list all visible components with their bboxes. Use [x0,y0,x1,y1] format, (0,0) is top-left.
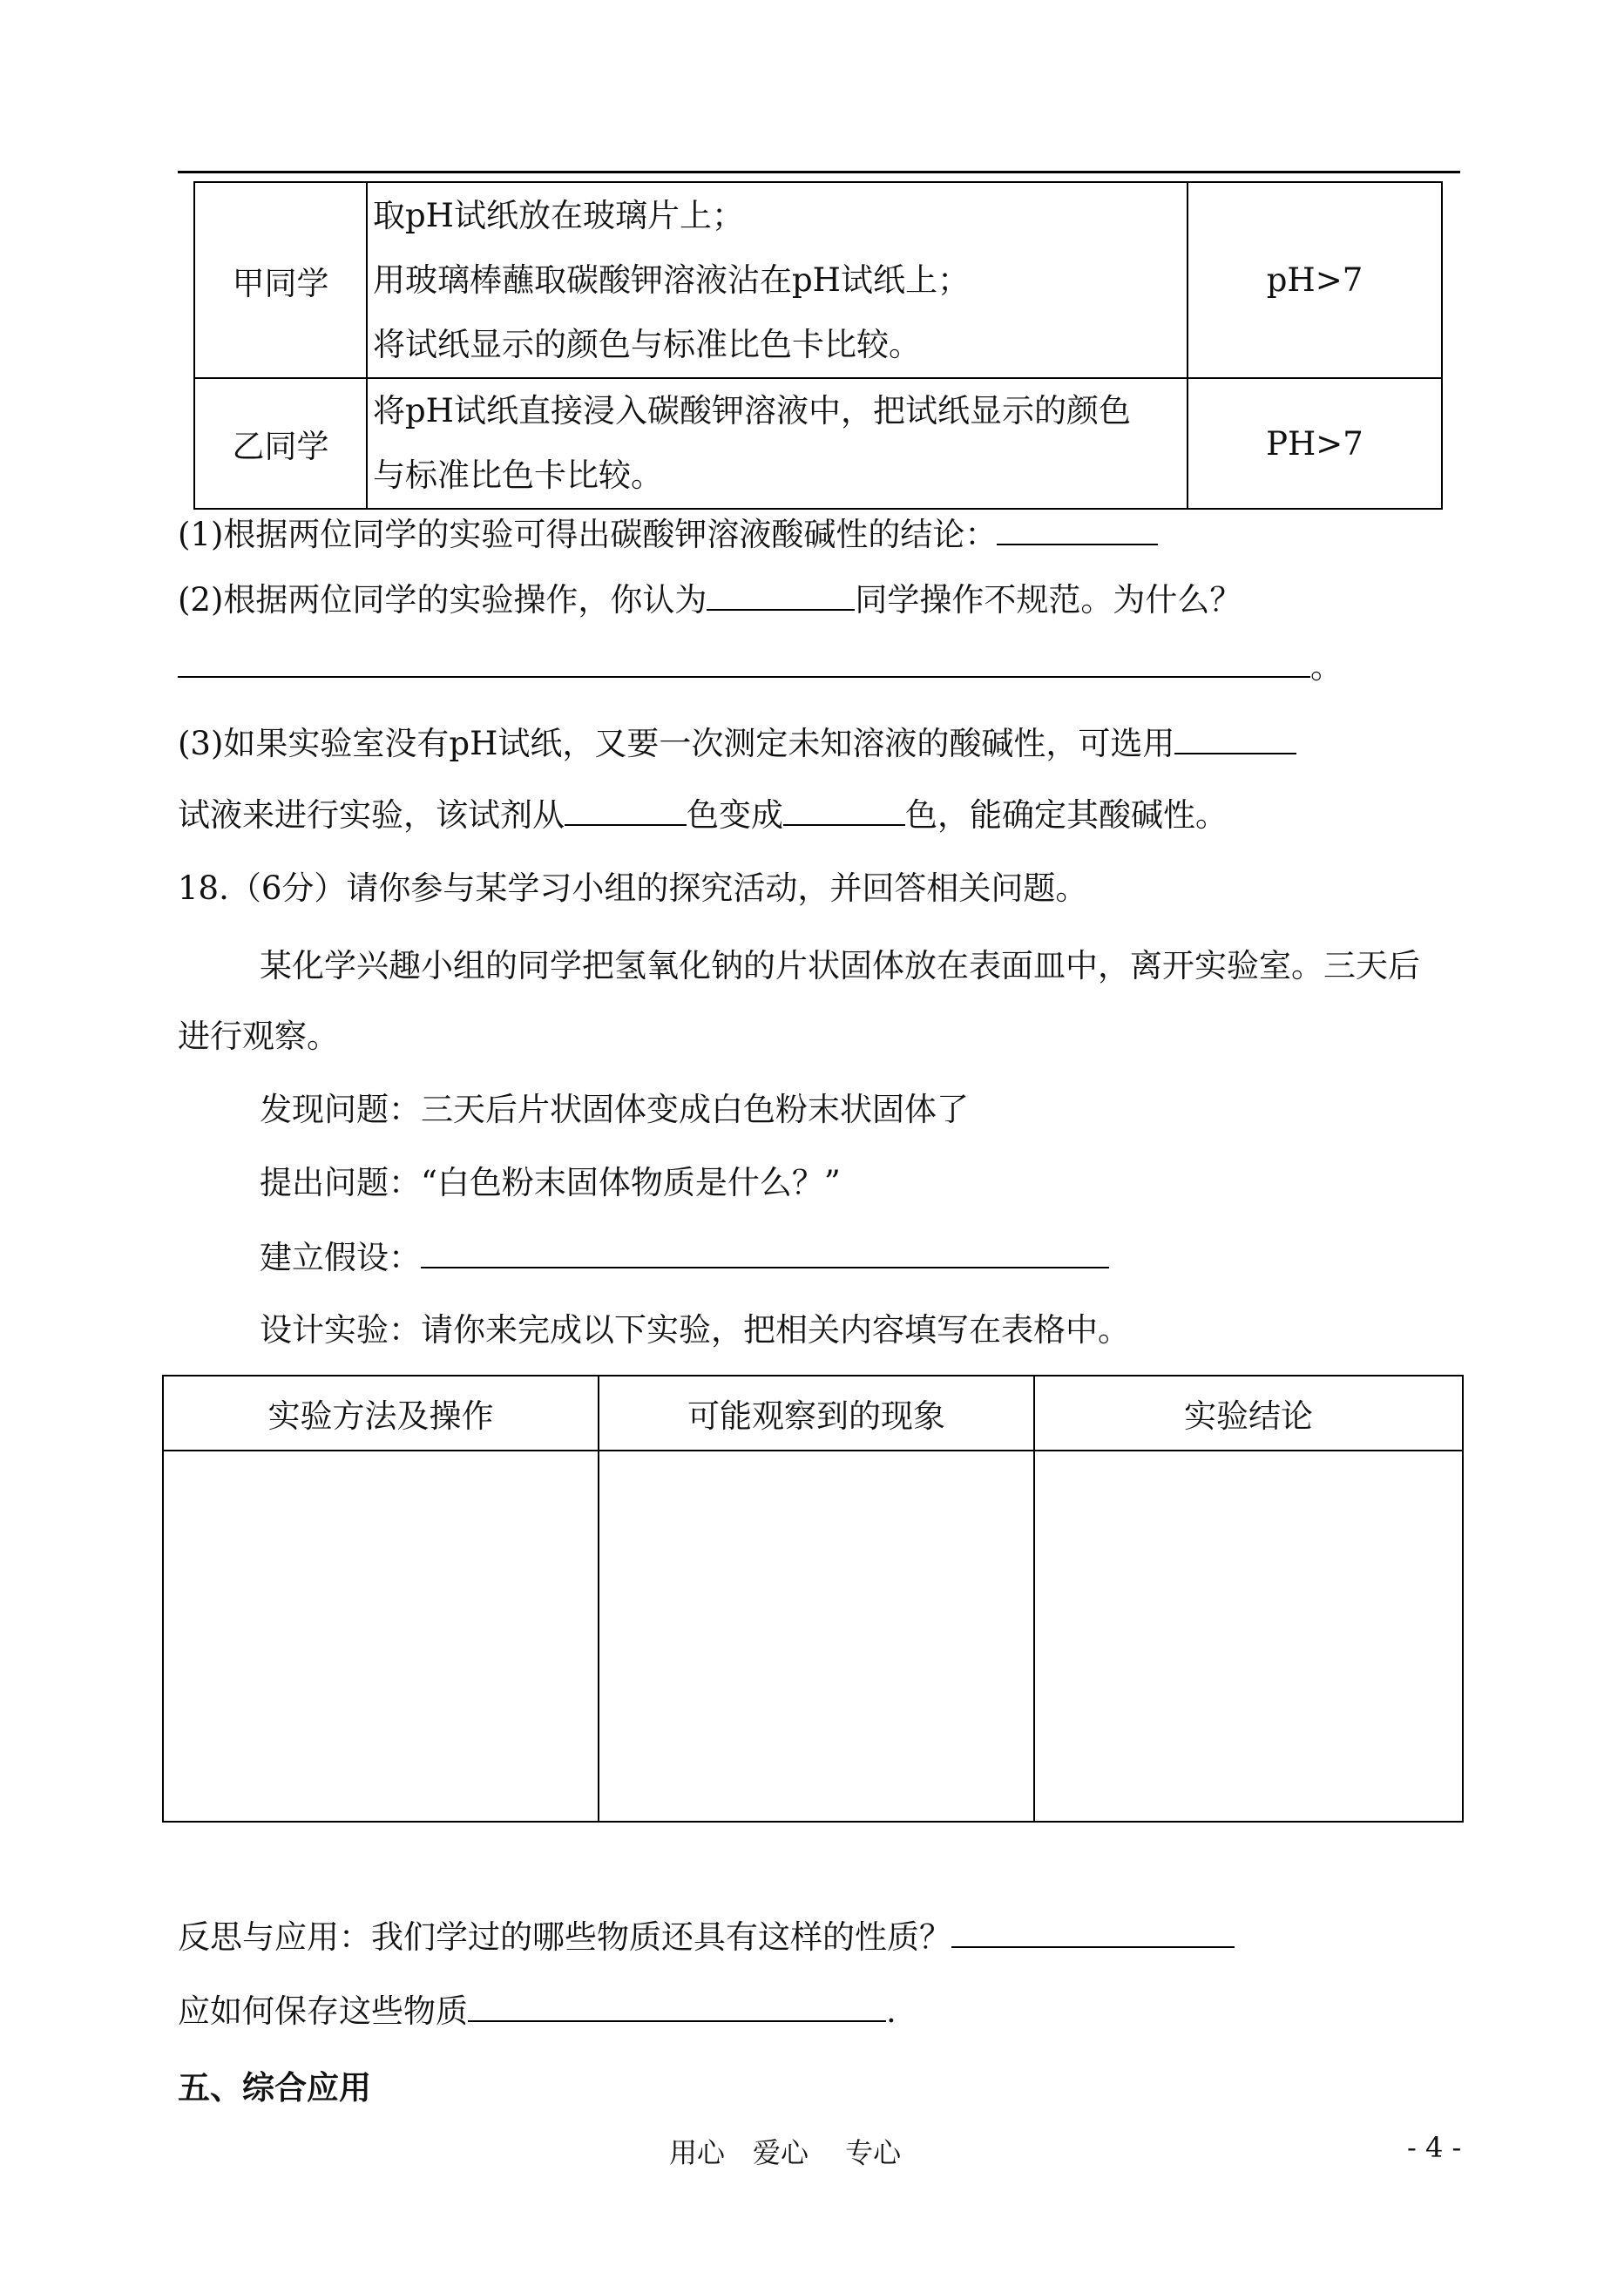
q18-paragraph-cont: 进行观察。 [178,1018,339,1055]
question-2-reason [178,646,1343,687]
q18-paragraph: 某化学兴趣小组的同学把氢氧化钠的片状固体放在表面皿中，离开实验室。三天后 [260,947,1420,984]
answer-blank[interactable] [468,1991,886,2022]
section-heading: 五、综合应用 [178,2068,371,2107]
question-3-text: (3)如果实验室没有pH试纸，又要一次测定未知溶液的酸碱性，可选用 [178,725,1175,762]
table-row [194,378,1442,509]
answer-cell[interactable] [163,1451,599,1822]
question-2-text-b: 同学操作不规范。为什么？ [855,581,1242,619]
procedure-step: 用玻璃棒蘸取碳酸钾溶液沾在pH试纸上； [373,260,970,299]
question-3 [178,723,1296,763]
q18-reflect [178,1917,1235,1957]
student-name: 甲同学 [194,182,367,378]
question-3-text-d: 色，能确定其酸碱性。 [905,796,1228,834]
result-cell: PH>7 [1188,378,1442,509]
store-text: 应如何保存这些物质 [178,1992,468,2030]
header-rule [178,171,1460,173]
question-1 [178,514,1158,554]
q18-discover: 发现问题：三天后片状固体变成白色粉末状固体了 [260,1091,969,1128]
table-row [194,182,1442,378]
answer-blank[interactable] [1174,723,1296,754]
question-3-text-c: 色变成 [687,796,783,834]
procedure-step: 将试纸显示的颜色与标准比色卡比较。 [373,325,921,363]
answer-blank[interactable] [951,1917,1235,1948]
experiment-table [162,1375,1464,1823]
punctuation: 。 [1310,648,1343,686]
student-name: 乙同学 [194,378,367,509]
hypothesis-label: 建立假设： [260,1239,421,1276]
question-3-cont [178,795,1228,835]
answer-blank[interactable] [997,514,1158,545]
result-cell: pH>7 [1188,182,1442,378]
table-row [163,1451,1463,1822]
column-header: 实验方法及操作 [163,1376,599,1451]
procedure-step: 与标准比色卡比较。 [373,457,663,494]
column-header: 可能观察到的现象 [599,1376,1034,1451]
footer-motto: 用心 爱心 专心 [669,2136,902,2169]
table-header-row [163,1376,1463,1451]
page-number: - 4 - [1407,2131,1462,2164]
q18-store [178,1991,897,2031]
answer-cell[interactable] [1034,1451,1463,1822]
q18-design: 设计实验：请你来完成以下实验，把相关内容填写在表格中。 [260,1311,1130,1349]
punctuation: . [886,1992,897,2030]
procedure-step: 取pH试纸放在玻璃片上； [373,196,744,234]
q18-question: 提出问题：“白色粉末固体物质是什么？” [260,1164,841,1201]
question-3-text-b: 试液来进行实验，该试剂从 [178,796,565,834]
answer-blank[interactable] [421,1237,1109,1268]
procedure-cell [367,182,1188,378]
question-2 [178,579,1242,619]
reflect-text: 反思与应用：我们学过的哪些物质还具有这样的性质？ [178,1918,951,1956]
answer-blank[interactable] [565,795,687,826]
question-1-text: (1)根据两位同学的实验可得出碳酸钾溶液酸碱性的结论： [178,516,998,553]
procedure-step: 将pH试纸直接浸入碳酸钾溶液中，把试纸显示的颜色 [373,392,1131,430]
q18-hypothesis [260,1237,1109,1277]
ph-test-table [193,181,1443,510]
answer-cell[interactable] [599,1451,1034,1822]
question-2-text: (2)根据两位同学的实验操作，你认为 [178,581,707,619]
column-header: 实验结论 [1034,1376,1463,1451]
answer-blank[interactable] [178,646,1310,678]
q18-title: 18.（6分）请你参与某学习小组的探究活动，并回答相关问题。 [178,869,1088,907]
answer-blank[interactable] [707,579,855,611]
procedure-cell [367,378,1188,509]
answer-blank[interactable] [783,795,905,826]
